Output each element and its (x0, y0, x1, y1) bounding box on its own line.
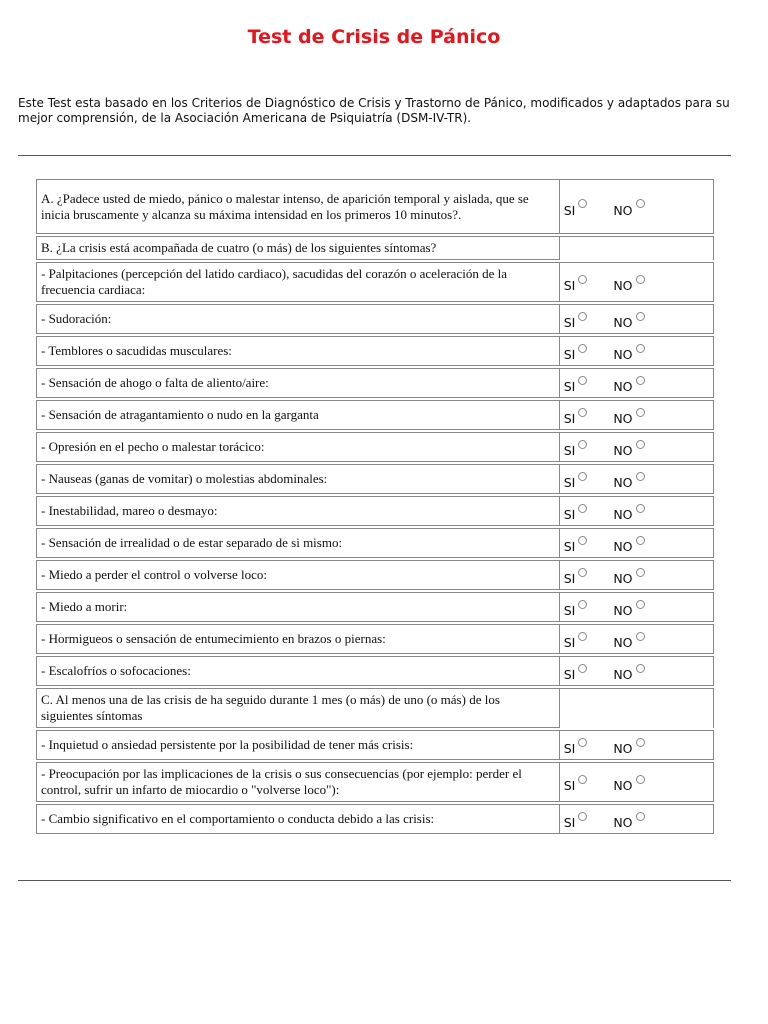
yes-label: SI (563, 741, 576, 756)
question-text: - Sensación de atragantamiento o nudo en la garganta (36, 400, 560, 430)
answer-options (560, 592, 714, 622)
no-label: NO (613, 507, 633, 522)
answer-options (560, 528, 714, 558)
no-radio[interactable] (636, 632, 645, 641)
question-row (36, 496, 714, 526)
answer-options (560, 560, 714, 590)
answer-options (560, 179, 714, 234)
top-divider (18, 155, 731, 156)
answer-options (560, 762, 714, 802)
answer-options-empty (560, 236, 714, 260)
question-text: - Palpitaciones (percepción del latido cardiaco), sacudidas del corazón o aceleración de la frecuencia cardiaca: (36, 262, 560, 302)
yes-radio[interactable] (578, 376, 587, 385)
answer-options (560, 656, 714, 686)
yes-radio[interactable] (578, 600, 587, 609)
question-row (36, 304, 714, 334)
question-text: - Miedo a perder el control o volverse loco: (36, 560, 560, 590)
answer-options (560, 432, 714, 462)
no-radio[interactable] (636, 312, 645, 321)
question-text: - Nauseas (ganas de vomitar) o molestias abdominales: (36, 464, 560, 494)
yes-label: SI (563, 443, 576, 458)
question-row (36, 368, 714, 398)
question-row (36, 236, 714, 260)
answer-options-empty (560, 688, 714, 728)
question-row (36, 560, 714, 590)
no-radio[interactable] (636, 536, 645, 545)
answer-options (560, 804, 714, 834)
question-text: - Cambio significativo en el comportamiento o conducta debido a las crisis: (36, 804, 560, 834)
yes-label: SI (563, 635, 576, 650)
no-label: NO (613, 815, 633, 830)
yes-label: SI (563, 778, 576, 793)
no-label: NO (613, 315, 633, 330)
question-row (36, 688, 714, 728)
yes-radio[interactable] (578, 504, 587, 513)
yes-radio[interactable] (578, 664, 587, 673)
yes-radio[interactable] (578, 632, 587, 641)
question-row (36, 528, 714, 558)
yes-label: SI (563, 202, 576, 218)
yes-label: SI (563, 603, 576, 618)
question-row (36, 804, 714, 834)
yes-label: SI (563, 379, 576, 394)
no-label: NO (613, 379, 633, 394)
question-row (36, 656, 714, 686)
yes-label: SI (563, 315, 576, 330)
question-row (36, 400, 714, 430)
yes-radio[interactable] (578, 536, 587, 545)
no-label: NO (613, 475, 633, 490)
question-text: B. ¿La crisis está acompañada de cuatro (o más) de los siguientes síntomas? (36, 236, 560, 260)
yes-label: SI (563, 347, 576, 362)
yes-radio[interactable] (578, 775, 587, 784)
yes-radio[interactable] (578, 440, 587, 449)
question-table (36, 177, 714, 836)
no-radio[interactable] (636, 738, 645, 747)
no-radio[interactable] (636, 568, 645, 577)
question-text: - Sensación de irrealidad o de estar separado de si mismo: (36, 528, 560, 558)
no-radio[interactable] (636, 600, 645, 609)
question-row (36, 179, 714, 234)
no-radio[interactable] (636, 199, 645, 208)
yes-label: SI (563, 539, 576, 554)
no-radio[interactable] (636, 408, 645, 417)
answer-options (560, 304, 714, 334)
no-label: NO (613, 635, 633, 650)
yes-radio[interactable] (578, 738, 587, 747)
no-label: NO (613, 741, 633, 756)
question-row (36, 592, 714, 622)
no-radio[interactable] (636, 275, 645, 284)
no-label: NO (613, 278, 633, 293)
no-label: NO (613, 443, 633, 458)
question-text: - Preocupación por las implicaciones de la crisis o sus consecuencias (por ejemplo: perder el control, sufrir un infarto de miocardio o "volverse loco"): (36, 762, 560, 802)
answer-options (560, 400, 714, 430)
no-radio[interactable] (636, 472, 645, 481)
page-title: Test de Crisis de Pánico (247, 26, 501, 48)
yes-radio[interactable] (578, 312, 587, 321)
yes-radio[interactable] (578, 275, 587, 284)
bottom-divider (18, 880, 731, 881)
no-radio[interactable] (636, 812, 645, 821)
yes-label: SI (563, 411, 576, 426)
question-text: - Sensación de ahogo o falta de aliento/aire: (36, 368, 560, 398)
answer-options (560, 336, 714, 366)
yes-label: SI (563, 278, 576, 293)
no-label: NO (613, 603, 633, 618)
answer-options (560, 262, 714, 302)
question-text: A. ¿Padece usted de miedo, pánico o malestar intenso, de aparición temporal y aislada, que se inicia bruscamente y alcanza su máxima intensidad en los primeros 10 minutos?. (36, 179, 560, 234)
yes-radio[interactable] (578, 472, 587, 481)
no-radio[interactable] (636, 440, 645, 449)
yes-label: SI (563, 667, 576, 682)
yes-radio[interactable] (578, 568, 587, 577)
answer-options (560, 368, 714, 398)
question-text: - Inquietud o ansiedad persistente por la posibilidad de tener más crisis: (36, 730, 560, 760)
question-row (36, 432, 714, 462)
yes-label: SI (563, 475, 576, 490)
answer-options (560, 496, 714, 526)
no-label: NO (613, 411, 633, 426)
yes-label: SI (563, 571, 576, 586)
no-label: NO (613, 667, 633, 682)
question-row (36, 624, 714, 654)
no-label: NO (613, 778, 633, 793)
question-row (36, 336, 714, 366)
yes-radio[interactable] (578, 812, 587, 821)
no-label: NO (613, 539, 633, 554)
answer-options (560, 730, 714, 760)
intro-text: Este Test esta basado en los Criterios de Diagnóstico de Crisis y Trastorno de Pánico, modificados y adaptados para su mejor comprensión, de la Asociación Americana de Psiquiatría (DSM-IV-TR). (18, 96, 730, 125)
question-row (36, 464, 714, 494)
question-text: - Miedo a morir: (36, 592, 560, 622)
yes-radio[interactable] (578, 408, 587, 417)
question-text: - Sudoración: (36, 304, 560, 334)
question-row (36, 730, 714, 760)
question-text: - Inestabilidad, mareo o desmayo: (36, 496, 560, 526)
question-text: - Escalofríos o sofocaciones: (36, 656, 560, 686)
answer-options (560, 624, 714, 654)
question-row (36, 762, 714, 802)
no-radio[interactable] (636, 376, 645, 385)
answer-options (560, 464, 714, 494)
question-text: C. Al menos una de las crisis de ha seguido durante 1 mes (o más) de uno (o más) de los siguientes síntomas (36, 688, 560, 728)
question-row (36, 262, 714, 302)
no-label: NO (613, 571, 633, 586)
yes-label: SI (563, 507, 576, 522)
no-radio[interactable] (636, 504, 645, 513)
question-text: - Temblores o sacudidas musculares: (36, 336, 560, 366)
yes-radio[interactable] (578, 199, 587, 208)
yes-label: SI (563, 815, 576, 830)
question-text: - Hormigueos o sensación de entumecimiento en brazos o piernas: (36, 624, 560, 654)
no-label: NO (613, 347, 633, 362)
no-radio[interactable] (636, 775, 645, 784)
no-label: NO (613, 202, 633, 218)
yes-radio[interactable] (578, 344, 587, 353)
no-radio[interactable] (636, 344, 645, 353)
question-text: - Opresión en el pecho o malestar torácico: (36, 432, 560, 462)
no-radio[interactable] (636, 664, 645, 673)
